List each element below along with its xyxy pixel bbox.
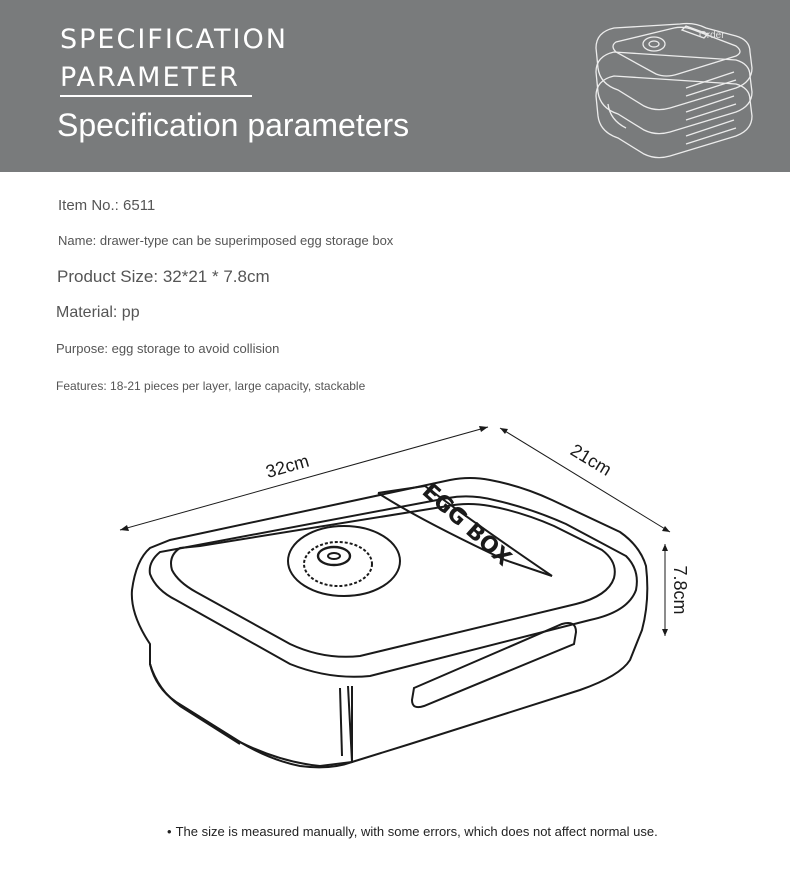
title-underline <box>60 95 252 97</box>
height-label: 7.8cm <box>670 565 690 615</box>
order-caption: Order <box>699 30 725 41</box>
product-name: Name: drawer-type can be superimposed egg storage box <box>58 233 394 248</box>
stacked-boxes-icon <box>586 8 766 172</box>
footnote-text: The size is measured manually, with some errors, which does not affect normal use. <box>175 824 658 839</box>
banner-title-second-line: PARAMETER <box>60 62 240 93</box>
product-size: Product Size: 32*21 * 7.8cm <box>57 267 270 286</box>
width-label: 21cm <box>567 439 616 480</box>
lid-latch <box>318 547 350 565</box>
bullet-point: • <box>167 824 172 839</box>
features: Features: 18-21 pieces per layer, large capacity, stackable <box>56 379 366 393</box>
egg-box-lid-text: EGG BOX <box>416 478 516 572</box>
measurement-footnote <box>167 824 658 839</box>
item-number: Item No.: 6511 <box>58 197 156 214</box>
banner-title: SPECIFICATION <box>60 24 288 55</box>
box-rim <box>150 496 637 676</box>
purpose: Purpose: egg storage to avoid collision <box>56 341 280 356</box>
header-banner <box>0 0 790 172</box>
length-label: 32cm <box>263 450 312 482</box>
banner-subtitle: Specification parameters <box>57 107 410 143</box>
egg-box-diagram <box>100 415 700 795</box>
material: Material: pp <box>56 304 140 321</box>
front-handle <box>412 623 576 707</box>
